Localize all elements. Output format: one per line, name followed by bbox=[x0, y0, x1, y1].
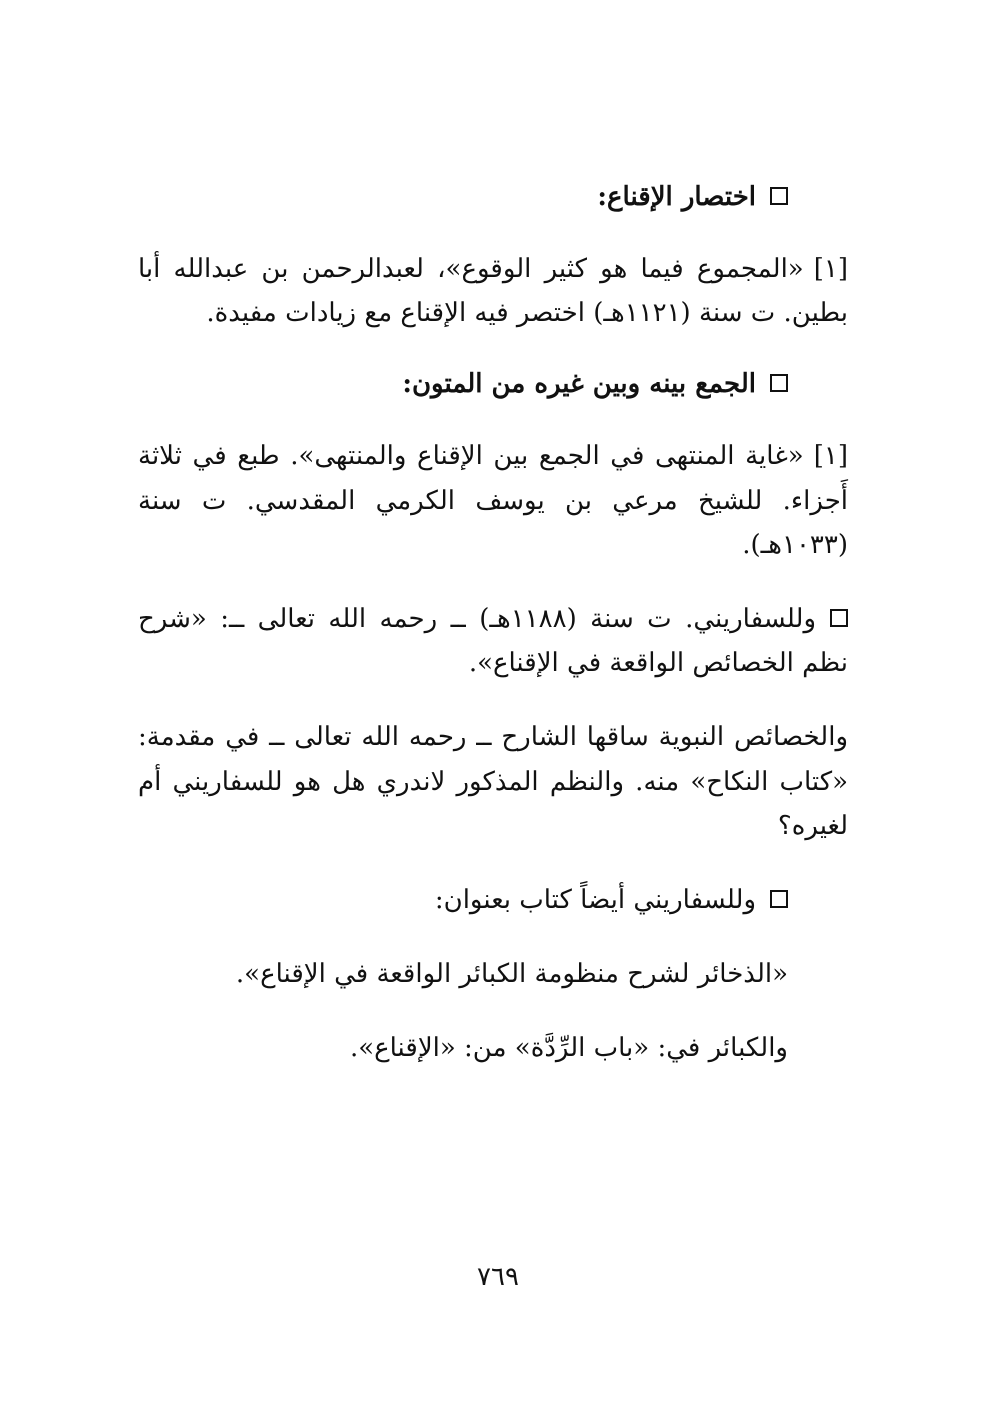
entry-number: [١] bbox=[813, 441, 848, 472]
paragraph-text: «الذخائر لشرح منظومة الكبائر الواقعة في الإقناع». bbox=[235, 959, 788, 990]
square-bullet-icon bbox=[770, 374, 788, 392]
paragraph-text: والخصائص النبوية ساقها الشارح ــ رحمه الله تعالى ــ في مقدمة: «كتاب النكاح» منه. والنظم المذكور لاندري هل هو للسفاريني أم لغيره؟ bbox=[138, 722, 848, 841]
heading-text: اختصار الإقناع: bbox=[597, 182, 756, 212]
entry-paragraph bbox=[138, 434, 848, 567]
section-heading-abridgment bbox=[138, 178, 848, 217]
page-number: ٧٦٩ bbox=[477, 1262, 519, 1292]
section-heading-combination bbox=[138, 365, 848, 404]
prophetic-characteristics-paragraph bbox=[138, 715, 848, 848]
entry-paragraph bbox=[138, 247, 848, 335]
safarini-also-paragraph bbox=[138, 878, 848, 922]
major-sins-paragraph bbox=[138, 1026, 848, 1070]
entry-number: [١] bbox=[813, 254, 848, 284]
heading-text: الجمع بينه وبين غيره من المتون: bbox=[402, 369, 756, 400]
paragraph-text: وللسفاريني. ت سنة (١١٨٨هـ) ــ رحمه الله تعالى ــ: «شرح نظم الخصائص الواقعة في الإقناع». bbox=[138, 603, 848, 679]
square-bullet-icon bbox=[770, 187, 788, 205]
page-content bbox=[138, 178, 848, 1100]
square-bullet-icon bbox=[770, 890, 788, 908]
paragraph-text: وللسفاريني أيضاً كتاب بعنوان: bbox=[434, 884, 756, 915]
safarini-paragraph bbox=[138, 597, 848, 685]
book-title-paragraph bbox=[138, 952, 848, 996]
entry-text: «غاية المنتهى في الجمع بين الإقناع والمنتهى». طبع في ثلاثة أَجزاء. للشيخ مرعي بن يوسف الكرمي المقدسي. ت سنة (١٠٣٣هـ). bbox=[138, 441, 848, 560]
paragraph-text: والكبائر في: «باب الرِّدَّة» من: «الإقناع». bbox=[349, 1033, 788, 1064]
square-bullet-icon bbox=[830, 609, 848, 627]
entry-text: «المجموع فيما هو كثير الوقوع»، لعبدالرحمن بن عبدالله أبا بطين. ت سنة (١١٢١هـ) اختصر فيه الإقناع مع زيادات مفيدة. bbox=[138, 254, 848, 329]
